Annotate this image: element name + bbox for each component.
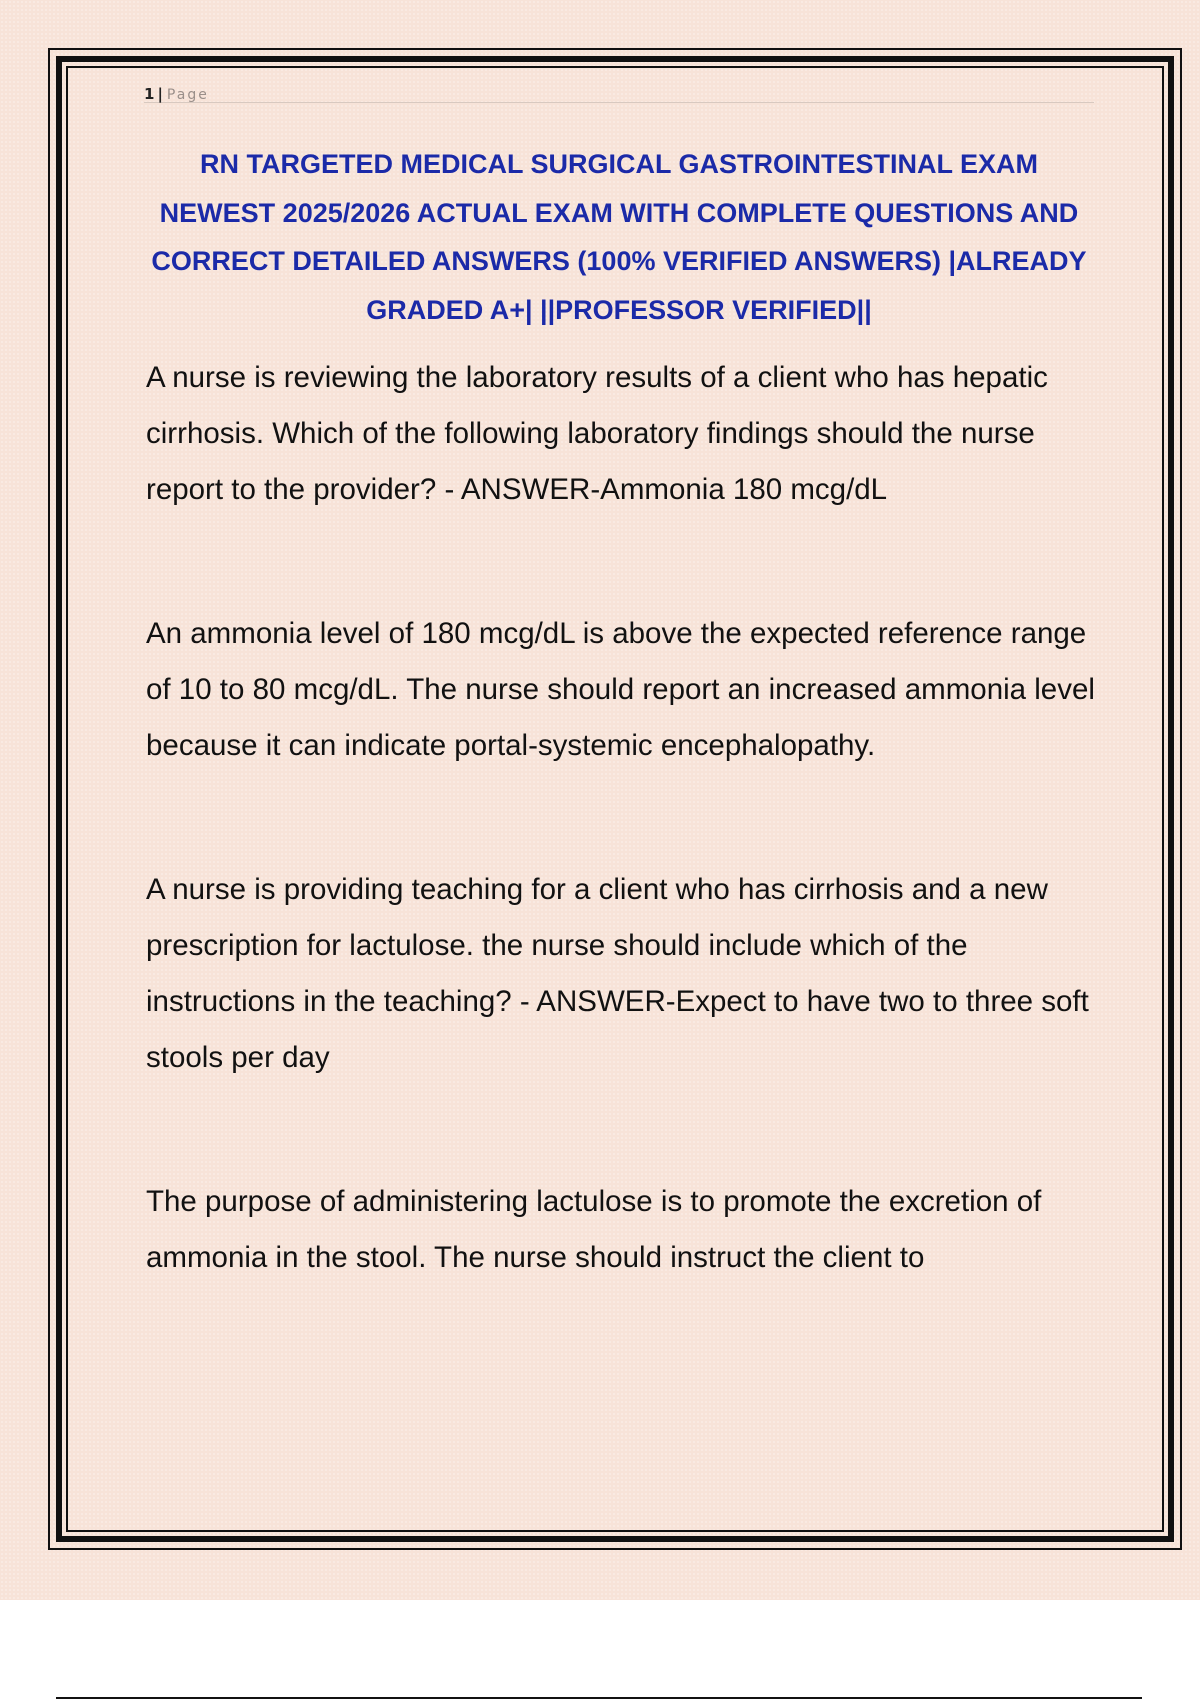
page-separator: | <box>157 85 163 103</box>
document-body <box>146 350 1096 1286</box>
rationale-1: An ammonia level of 180 mcg/dL is above the expected reference range of 10 to 80 mcg/dL. The nurse should report an increased ammonia level because it can indicate portal-systemic encephalopathy. <box>146 617 1095 762</box>
page-label: Page <box>166 87 209 103</box>
page-header <box>144 86 1094 103</box>
page-number: 1 <box>144 85 155 103</box>
rationale-2: The purpose of administering lactulose is to promote the excretion of ammonia in the stool. The nurse should instruct the client to <box>146 1185 1042 1274</box>
next-page-edge <box>56 1697 1142 1699</box>
document-title: RN TARGETED MEDICAL SURGICAL GASTROINTESTINAL EXAM NEWEST 2025/2026 ACTUAL EXAM WITH COMPLETE QUESTIONS AND CORRECT DETAILED ANSWERS (100% VERIFIED ANSWERS) |ALREADY GRADED A+| ||PROFESSOR VERIFIED|| <box>151 149 1087 325</box>
question-1: A nurse is reviewing the laboratory results of a client who has hepatic cirrhosis. Which of the following laboratory findings should the nurse report to the provider? - ANSWER-Ammonia 180 mcg/dL <box>146 361 1048 506</box>
question-2: A nurse is providing teaching for a client who has cirrhosis and a new prescription for lactulose. the nurse should include which of the instructions in the teaching? - ANSWER-Expect to have two to three soft stools per day <box>146 873 1089 1074</box>
